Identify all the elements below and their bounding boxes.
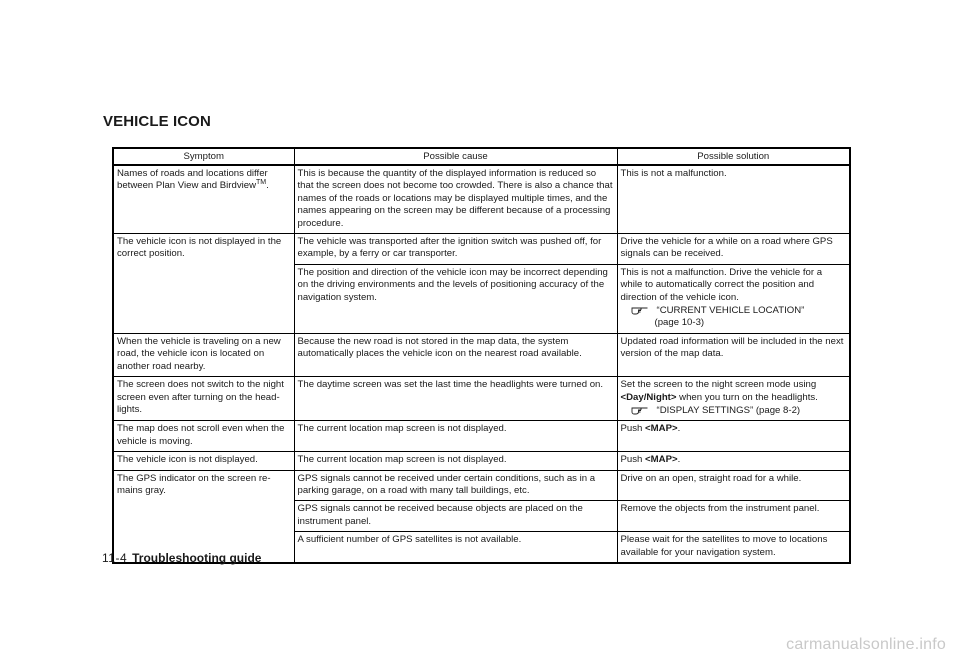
symptom-cell: The vehicle icon is not displayed in the correct position. — [113, 234, 294, 334]
solution-text-tail: when you turn on the headlights. — [676, 391, 818, 403]
cause-cell: The current location map screen is not displayed. — [294, 421, 617, 452]
table-row — [113, 165, 850, 234]
symptom-cell: The GPS indicator on the screen re-mains gray. — [113, 470, 294, 563]
table-row — [113, 333, 850, 376]
table-row — [113, 377, 850, 421]
header-symptom: Symptom — [113, 148, 294, 165]
day-night-key: <Day/Night> — [620, 391, 677, 403]
cause-cell: The vehicle was transported after the ignition switch was pushed off, for example, by a ferry or car transporter. — [294, 234, 617, 265]
reference-hand-icon — [631, 404, 649, 415]
map-key: <MAP> — [645, 423, 678, 435]
section-title: VEHICLE ICON — [103, 113, 211, 130]
cause-cell: A sufficient number of GPS satellites is not available. — [294, 532, 617, 563]
header-solution: Possible solution — [617, 148, 850, 165]
reference-hand-icon — [631, 304, 649, 315]
cross-reference-title: “CURRENT VEHICLE LOCATION” — [656, 305, 805, 317]
cause-cell: The position and direction of the vehicle icon may be incorrect depending on the driving environments and the levels of positioning accuracy of the navigation system. — [294, 264, 617, 333]
troubleshooting-table — [112, 147, 851, 564]
table-row — [113, 421, 850, 452]
solution-cell — [617, 452, 850, 470]
solution-text: Set the screen to the night screen mode using — [620, 379, 817, 391]
solution-text: Push — [620, 423, 646, 435]
symptom-cell: When the vehicle is traveling on a new road, the vehicle icon is located on another road nearby. — [113, 333, 294, 376]
solution-cell: This is not a malfunction. — [617, 165, 850, 234]
solution-cell: Drive on an open, straight road for a while. — [617, 470, 850, 501]
symptom-cell: The vehicle icon is not displayed. — [113, 452, 294, 470]
table-row — [113, 452, 850, 470]
solution-text-line — [621, 392, 847, 404]
symptom-cell: The map does not scroll even when the vehicle is moving. — [113, 421, 294, 452]
cause-cell: GPS signals cannot be received under certain conditions, such as in a parking garage, on a road with many tall buildings, etc. — [294, 470, 617, 501]
solution-cell: Remove the objects from the instrument panel. — [617, 501, 850, 532]
cross-reference — [621, 404, 847, 417]
solution-text-tail: . — [677, 423, 681, 435]
symptom-cell: Names of roads and locations differ between Plan View and Birdview™. — [113, 165, 294, 234]
solution-text: Push — [620, 454, 646, 466]
cross-reference — [621, 304, 847, 317]
cause-cell: The current location map screen is not displayed. — [294, 452, 617, 470]
solution-cell: Drive the vehicle for a while on a road where GPS signals can be received. — [617, 234, 850, 265]
cross-reference-title: “DISPLAY SETTINGS” (page 8-2) — [656, 404, 801, 416]
solution-cell — [617, 264, 850, 333]
solution-cell — [617, 377, 850, 421]
cause-cell: This is because the quantity of the displayed information is reduced so that the screen does not become too crowded. There is also a chance that names of the roads or locations may be displayed multiple times, and the names appearing on the screen may be different because of a processing procedure. — [294, 165, 617, 234]
trademark-mark: TM — [256, 179, 267, 187]
watermark: carmanualsonline.info — [786, 636, 946, 653]
cause-cell: GPS signals cannot be received because objects are placed on the instrument panel. — [294, 501, 617, 532]
solution-text: This is not a malfunction. Drive the vehicle for a while to automatically correct the position and direction of the vehicle icon. — [620, 266, 823, 303]
footer-section-title: Troubleshooting guide — [132, 551, 262, 565]
cross-reference-page: (page 10-3) — [654, 317, 705, 329]
symptom-text: Names of roads and locations differ between Plan View and Birdview — [117, 168, 268, 192]
solution-cell: Updated road information will be included in the next version of the map data. — [617, 333, 850, 376]
symptom-cell: The screen does not switch to the night screen even after turning on the head-lights. — [113, 377, 294, 421]
solution-cell: Please wait for the satellites to move to locations available for your navigation system. — [617, 532, 850, 563]
solution-cell — [617, 421, 850, 452]
table-header-row — [113, 148, 850, 165]
page-number: 11-4 — [102, 551, 128, 565]
cause-cell: Because the new road is not stored in the map data, the system automatically places the vehicle icon on the nearest road available. — [294, 333, 617, 376]
map-key: <MAP> — [645, 454, 678, 466]
solution-text-tail: . — [677, 454, 681, 466]
header-cause: Possible cause — [294, 148, 617, 165]
table-row — [113, 470, 850, 501]
table-row — [113, 234, 850, 265]
page-footer — [102, 551, 261, 565]
cause-cell: The daytime screen was set the last time the headlights were turned on. — [294, 377, 617, 421]
